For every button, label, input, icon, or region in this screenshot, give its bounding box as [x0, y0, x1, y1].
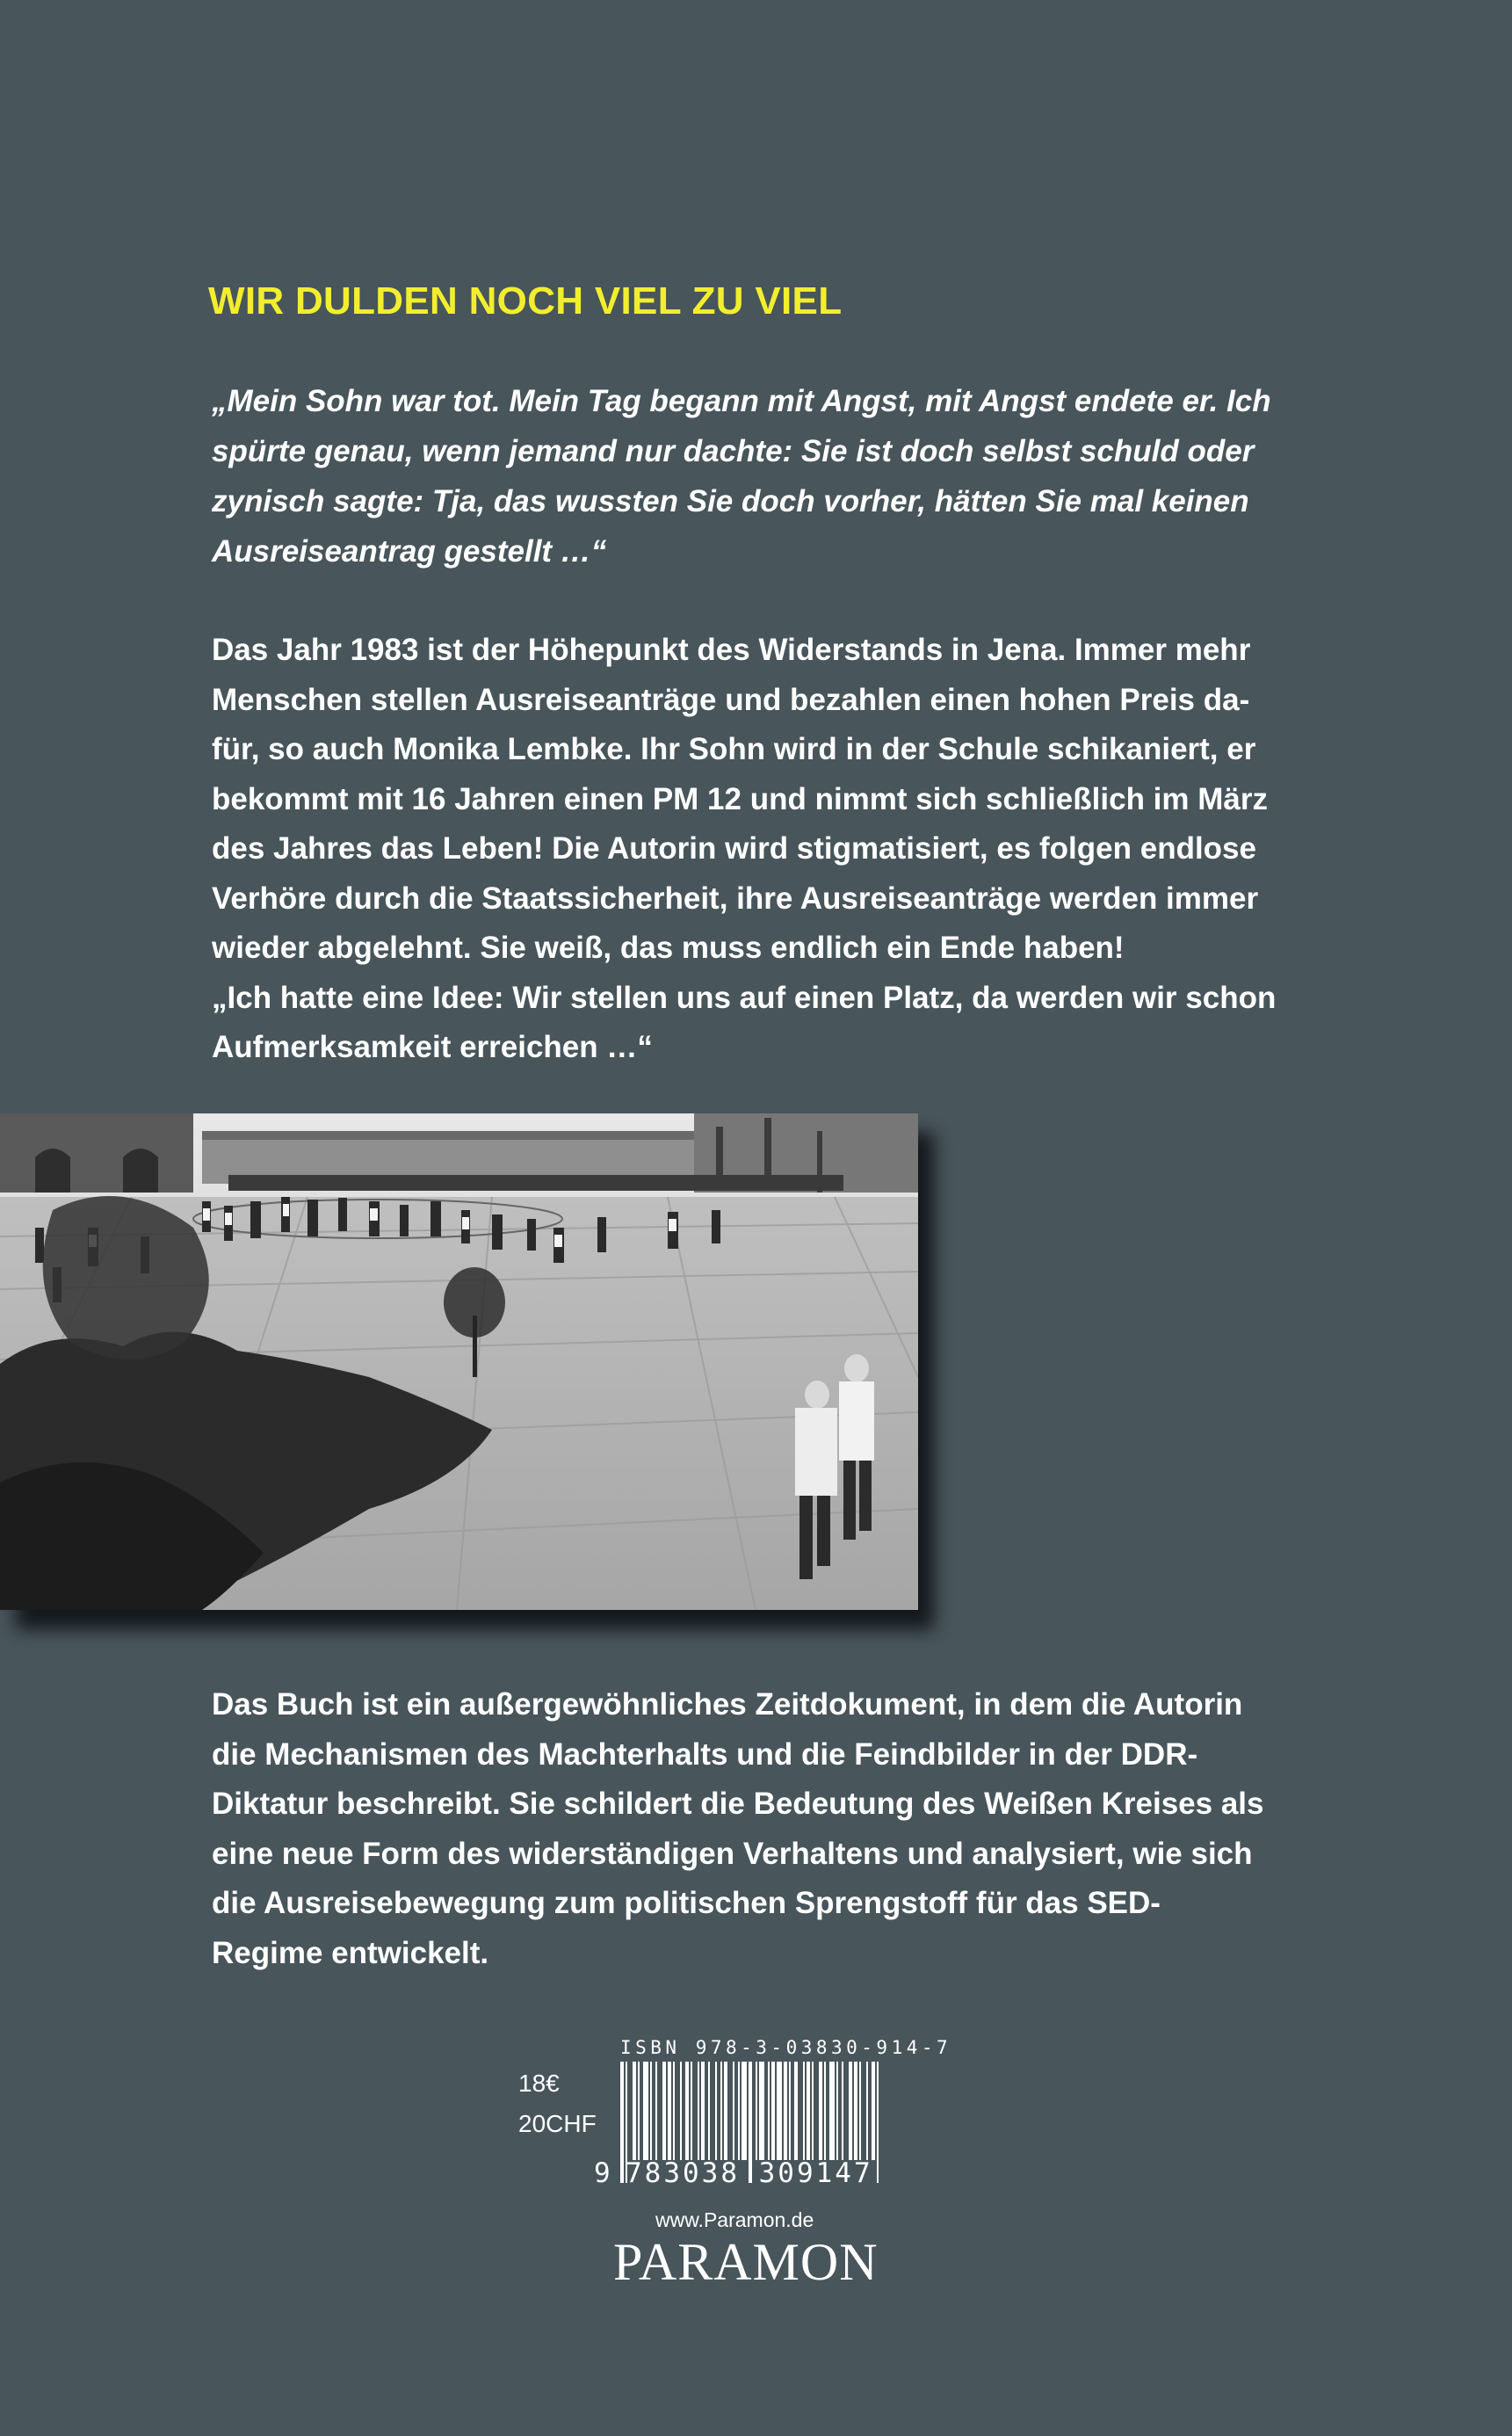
opening-quote [212, 376, 1328, 576]
barcode-bar [742, 2062, 747, 2160]
barcode-bar [854, 2062, 857, 2160]
barcode-bar [842, 2062, 843, 2160]
barcode-bar [759, 2062, 764, 2160]
barcode-bar [698, 2062, 699, 2160]
quote-line: zynisch sagte: Tja, das wussten Sie doch vorher, hätten Sie mal keinen [212, 484, 1249, 518]
quote-line: Ausreiseantrag gestellt …“ [212, 534, 607, 569]
outro-line: die Ausreisebewegung zum politischen Sprengstoff für das SED- [212, 1886, 1161, 1920]
intro-line: Das Jahr 1983 ist der Höhepunkt des Widerstands in Jena. Immer mehr [212, 633, 1251, 667]
barcode-bar [777, 2062, 782, 2160]
barcode-bar [819, 2062, 822, 2160]
price-block [518, 2063, 597, 2144]
barcode-bar [771, 2062, 775, 2160]
outro-paragraph [212, 1680, 1328, 1978]
barcode-bar [673, 2062, 675, 2160]
price-eur: 18€ [518, 2070, 560, 2097]
outro-line: Das Buch ist ein außergewöhnliches Zeitdokument, in dem die Autorin [212, 1687, 1243, 1722]
intro-line: Aufmerksamkeit erreichen …“ [212, 1030, 653, 1064]
photo-image [0, 1113, 918, 1610]
publisher-name: PARAMON [613, 2233, 879, 2291]
barcode-bar [794, 2062, 798, 2160]
intro-line: Menschen stellen Ausreiseanträge und bezahlen einen hohen Preis da- [212, 682, 1250, 717]
intro-line: des Jahres das Leben! Die Autorin wird stigmatisiert, es folgen endlose [212, 831, 1256, 866]
barcode-bar [872, 2062, 875, 2160]
intro-paragraph [212, 626, 1328, 1073]
barcode-bar [685, 2062, 689, 2160]
barcode-bar [807, 2062, 810, 2160]
barcode-bar [877, 2062, 879, 2183]
intro-line: „Ich hatte eine Idee: Wir stellen uns auf einen Platz, da werden wir schon [212, 980, 1277, 1015]
intro-line: bekommt mit 16 Jahren einen PM 12 und nimmt sich schließlich im März [212, 781, 1268, 816]
ean-digits: 783038 309147 [626, 2157, 873, 2189]
barcode-bar [784, 2062, 787, 2160]
barcode-bar [708, 2062, 710, 2160]
photo-illustration [0, 1113, 918, 1610]
barcode-bar [715, 2062, 717, 2160]
barcode-bar [680, 2062, 682, 2160]
barcode-bar [789, 2062, 791, 2160]
outro-line: Diktatur beschreibt. Sie schildert die Bedeutung des Weißen Kreises als [212, 1787, 1264, 1821]
barcode-bar [691, 2062, 692, 2160]
barcode-bar [859, 2062, 861, 2160]
barcode-bar [866, 2062, 868, 2160]
barcode-bar [812, 2062, 814, 2160]
protest-photo [0, 1113, 918, 1610]
barcode-bar [836, 2062, 838, 2160]
intro-line: wieder abgelehnt. Sie weiß, das muss endlich ein Ende haben! [212, 931, 1125, 965]
barcode-bar [701, 2062, 705, 2160]
barcode-bar [662, 2062, 666, 2160]
barcode-bar [829, 2062, 835, 2160]
barcode-bar [768, 2062, 770, 2160]
isbn-label: ISBN 978-3-03830-914-7 [620, 2037, 952, 2058]
barcode-bar [633, 2062, 636, 2160]
price-chf: 20CHF [518, 2110, 597, 2137]
barcode-bar [668, 2062, 671, 2160]
barcode-bar [650, 2062, 652, 2160]
intro-line: Verhöre durch die Staatssicherheit, ihre Ausreiseanträge werden immer [212, 881, 1259, 916]
intro-line: für, so auch Monika Lembke. Ihr Sohn wird in der Schule schikaniert, er [212, 732, 1256, 766]
quote-line: spürte genau, wenn jemand nur dachte: Sie ist doch selbst schuld oder [212, 434, 1255, 468]
barcode-bar [738, 2062, 740, 2160]
barcode-bar [720, 2062, 722, 2160]
outro-line: Regime entwickelt. [212, 1935, 489, 1970]
outro-line: eine neue Form des widerständigen Verhaltens und analysiert, wie sich [212, 1836, 1253, 1871]
barcode-bar [620, 2062, 624, 2183]
publisher-url: www.Paramon.de [655, 2208, 814, 2231]
barcode-bar [638, 2062, 640, 2160]
quote-line: „Mein Sohn war tot. Mein Tag begann mit Angst, mit Angst endete er. Ich [212, 384, 1271, 418]
ean-first-digit: 9 [594, 2157, 611, 2189]
barcode-bar [756, 2062, 757, 2160]
barcode-bar [724, 2062, 727, 2160]
barcode-bar [803, 2062, 805, 2160]
barcode-bar [849, 2062, 852, 2160]
barcode-bar [824, 2062, 826, 2160]
book-title: WIR DULDEN NOCH VIEL ZU VIEL [208, 279, 843, 323]
barcode-bar [733, 2062, 734, 2160]
barcode-bar [655, 2062, 657, 2160]
outro-line: die Mechanismen des Machterhalts und die Feindbilder in der DDR- [212, 1736, 1198, 1772]
barcode-bar [643, 2062, 648, 2160]
